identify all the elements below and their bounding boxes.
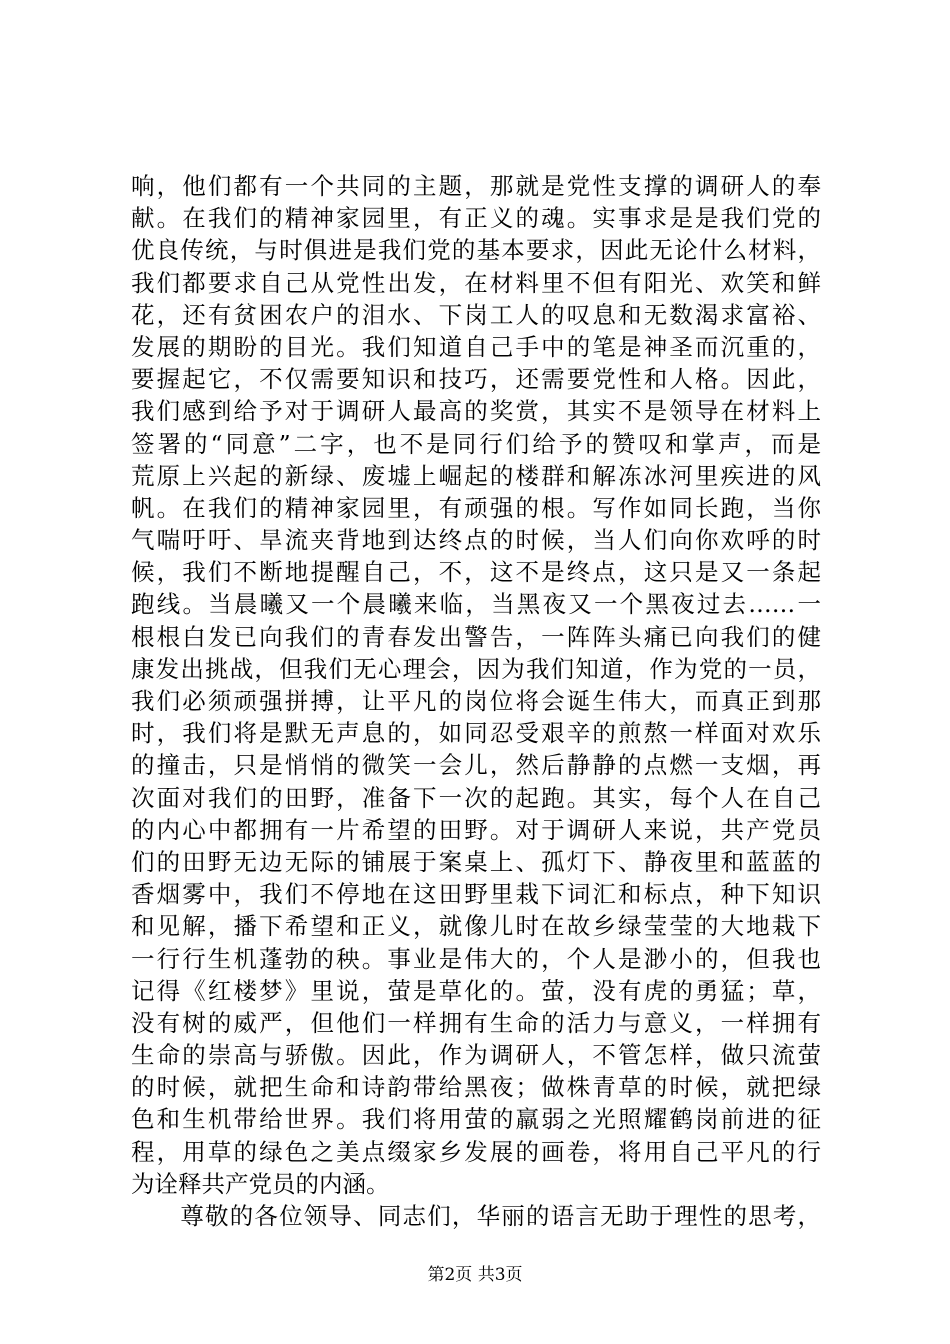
text-line: 发展的期盼的目光。我们知道自己手中的笔是神圣而沉重的， [131, 332, 821, 361]
text-line: 的时候，就把生命和诗韵带给黑夜；做株青草的时候，就把绿 [131, 1073, 821, 1102]
text-line: 一行行生机蓬勃的秧。事业是伟大的，个人是渺小的，但我也 [131, 944, 821, 973]
text-line: 色和生机带给世界。我们将用萤的羸弱之光照耀鹤岗前进的征 [131, 1105, 821, 1134]
paragraph-end-line: 为诠释共产党员的内涵。 [131, 1169, 390, 1198]
text-line: 和见解，播下希望和正义，就像儿时在故乡绿莹莹的大地栽下 [131, 912, 821, 941]
text-line: 记得《红楼梦》里说，萤是草化的。萤，没有虎的勇猛；草， [131, 976, 821, 1005]
text-line: 荒原上兴起的新绿、废墟上崛起的楼群和解冻冰河里疾进的风 [131, 461, 821, 490]
text-line: 康发出挑战，但我们无心理会，因为我们知道，作为党的一员， [131, 654, 821, 683]
text-line: 优良传统，与时俱进是我们党的基本要求，因此无论什么材料， [131, 236, 821, 265]
text-line: 没有树的威严，但他们一样拥有生命的活力与意义，一样拥有 [131, 1008, 821, 1037]
text-line: 跑线。当晨曦又一个晨曦来临，当黑夜又一个黑夜过去……一 [131, 590, 821, 619]
text-line: 我们都要求自己从党性出发，在材料里不但有阳光、欢笑和鲜 [131, 268, 821, 297]
text-line: 我们必须顽强拼搏，让平凡的岗位将会诞生伟大，而真正到那 [131, 687, 821, 715]
document-body [131, 170, 821, 1232]
text-line: 我们感到给予对于调研人最高的奖赏，其实不是领导在材料上 [131, 397, 821, 426]
text-line: 根根白发已向我们的青春发出警告，一阵阵头痛已向我们的健 [131, 622, 821, 651]
text-line: 时，我们将是默无声息的，如同忍受艰辛的煎熬一样面对欢乐 [131, 719, 821, 748]
text-line: 签署的“同意”二字，也不是同行们给予的赞叹和掌声，而是 [131, 429, 821, 458]
text-line: 气喘吁吁、旱流夹背地到达终点的时候，当人们向你欢呼的时 [131, 526, 821, 555]
text-line: 们的田野无边无际的铺展于案桌上、孤灯下、静夜里和蓝蓝的 [131, 847, 821, 876]
page-footer: 第2页 共3页 [427, 1265, 523, 1285]
text-line: 的内心中都拥有一片希望的田野。对于调研人来说，共产党员 [131, 815, 821, 844]
text-line: 程，用草的绿色之美点缀家乡发展的画卷，将用自己平凡的行 [131, 1137, 821, 1166]
paragraph-start-line: 尊敬的各位领导、同志们，华丽的语言无助于理性的思考， [131, 1202, 821, 1230]
text-line: 要握起它，不仅需要知识和技巧，还需要党性和人格。因此， [131, 365, 821, 394]
text-line: 响，他们都有一个共同的主题，那就是党性支撑的调研人的奉 [131, 172, 821, 200]
text-line: 花，还有贫困农户的泪水、下岗工人的叹息和无数渴求富裕、 [131, 300, 821, 329]
text-line: 献。在我们的精神家园里，有正义的魂。实事求是是我们党的 [131, 204, 821, 233]
text-line: 香烟雾中，我们不停地在这田野里栽下词汇和标点，种下知识 [131, 880, 821, 909]
text-line: 生命的崇高与骄傲。因此，作为调研人，不管怎样，做只流萤 [131, 1041, 821, 1070]
text-line: 次面对我们的田野，准备下一次的起跑。其实，每个人在自己 [131, 783, 821, 812]
text-line: 帆。在我们的精神家园里，有顽强的根。写作如同长跑，当你 [131, 493, 821, 522]
text-line: 候，我们不断地提醒自己，不，这不是终点，这只是又一条起 [131, 558, 821, 587]
text-line: 的撞击，只是悄悄的微笑一会儿，然后静静的点燃一支烟，再 [131, 751, 821, 780]
